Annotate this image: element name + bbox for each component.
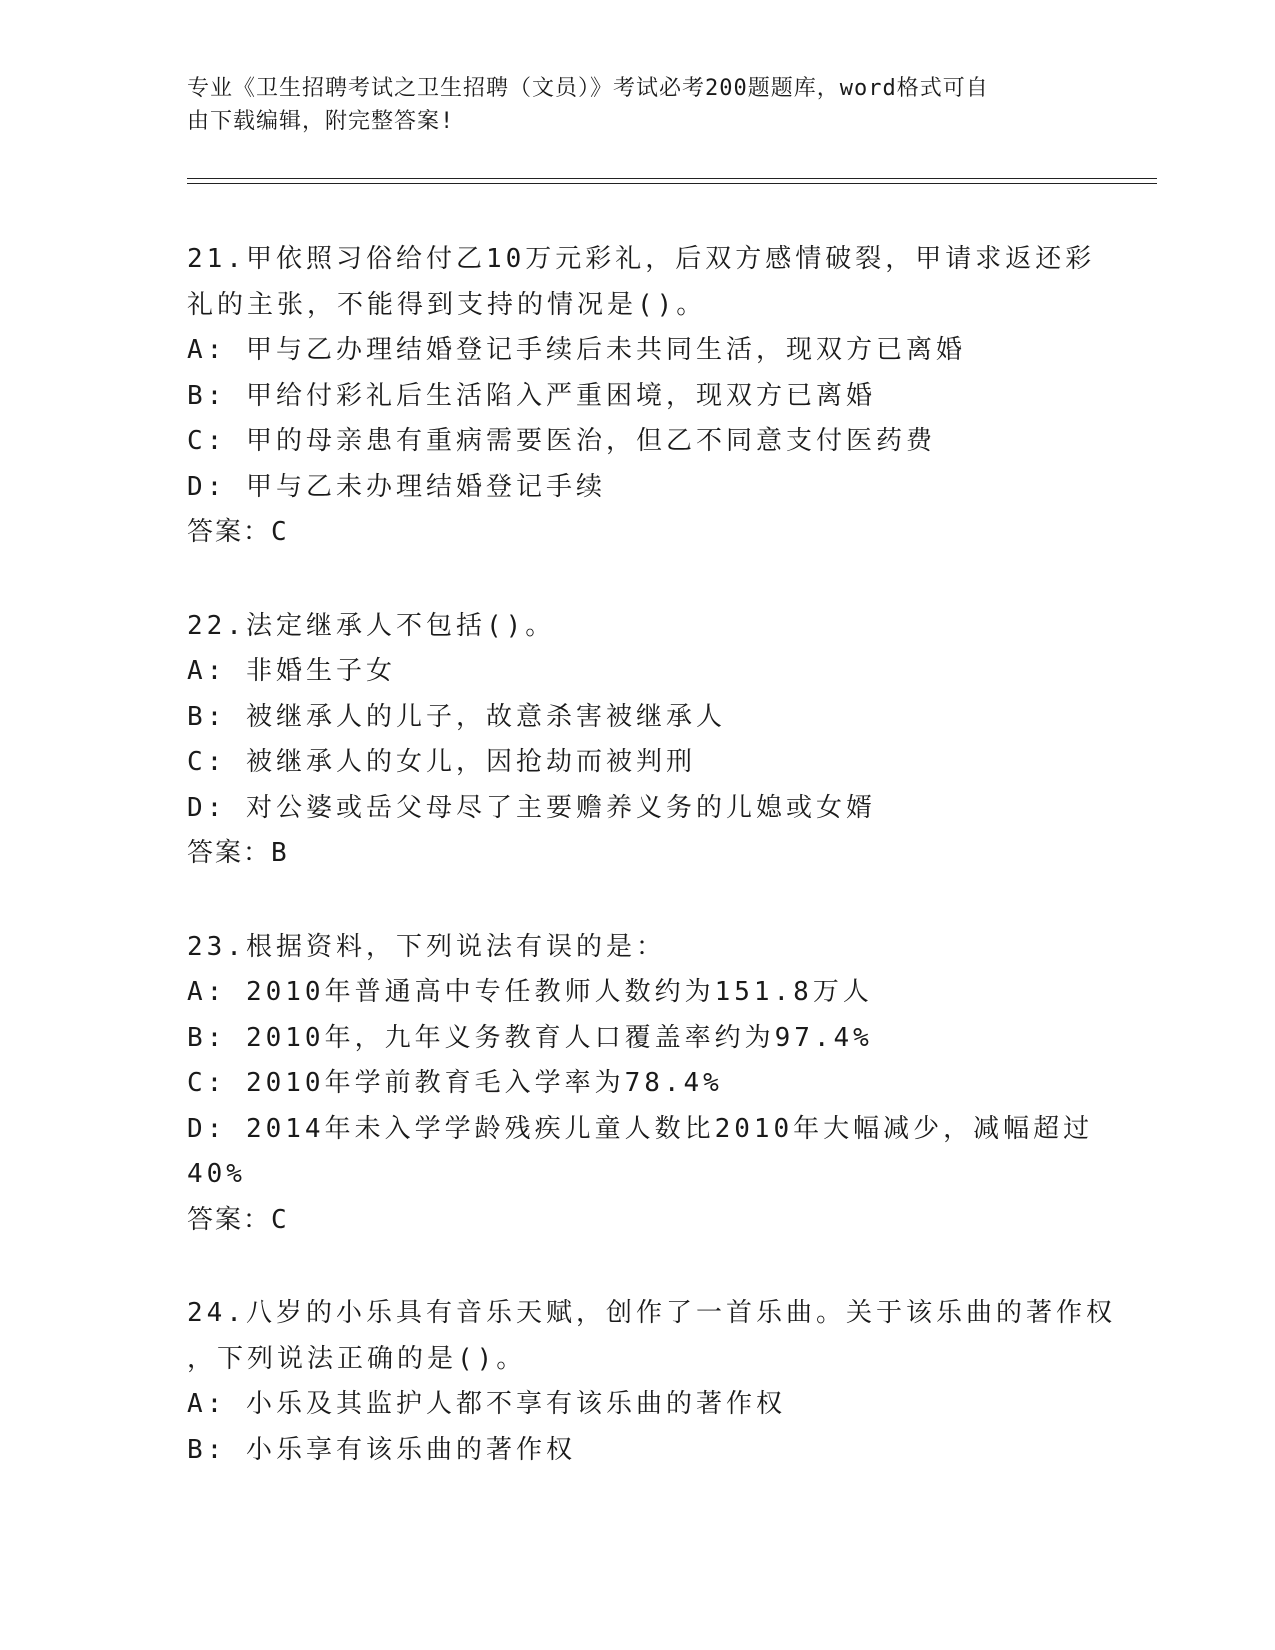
answer-line bbox=[187, 831, 1107, 877]
option-a: A: 小乐及其监护人都不享有该乐曲的著作权 bbox=[187, 1389, 786, 1419]
option-b: B: 被继承人的儿子，故意杀害被继承人 bbox=[187, 701, 726, 732]
question-23 bbox=[187, 925, 1107, 1244]
stem-line: ，下列说法正确的是()。 bbox=[187, 1343, 527, 1374]
option-a: A: 2010年普通高中专任教师人数约为151.8万人 bbox=[187, 977, 873, 1007]
option-d: D: 2014年未入学学龄残疾儿童人数比2010年大幅减少，减幅超过 bbox=[187, 1113, 1094, 1144]
option-b: B: 小乐享有该乐曲的著作权 bbox=[187, 1434, 576, 1465]
header-divider-top bbox=[187, 178, 1157, 179]
answer-value: C bbox=[271, 517, 289, 547]
option-c: C: 甲的母亲患有重病需要医治，但乙不同意支付医药费 bbox=[187, 426, 936, 456]
stem-line: 22.法定继承人不包括()。 bbox=[187, 610, 556, 641]
option-c: C: 2010年学前教育毛入学率为78.4% bbox=[187, 1068, 723, 1098]
header-divider-bottom bbox=[187, 183, 1157, 184]
question-22 bbox=[187, 604, 1107, 877]
document-header bbox=[187, 72, 1087, 138]
answer-value: C bbox=[271, 1204, 289, 1235]
question-21 bbox=[187, 237, 1107, 556]
option-a: A: 甲与乙办理结婚登记手续后未共同生活，现双方已离婚 bbox=[187, 335, 966, 365]
question-stem bbox=[187, 1291, 1116, 1382]
header-line-2: 由下载编辑，附完整答案! bbox=[187, 109, 455, 134]
question-list bbox=[187, 237, 1116, 1521]
answer-label: 答案： bbox=[187, 1204, 272, 1235]
answer-label: 答案： bbox=[187, 517, 272, 547]
stem-line: 礼的主张，不能得到支持的情况是()。 bbox=[187, 289, 707, 320]
answer-value: B bbox=[271, 838, 289, 868]
option-b: B: 甲给付彩礼后生活陷入严重困境，现双方已离婚 bbox=[187, 380, 876, 411]
question-24 bbox=[187, 1291, 1116, 1473]
header-line-1: 专业《卫生招聘考试之卫生招聘（文员）》考试必考200题题库，word格式可自 bbox=[187, 76, 989, 101]
option-a: A: 非婚生子女 bbox=[187, 656, 396, 686]
question-stem bbox=[187, 237, 1107, 328]
stem-line: 23.根据资料，下列说法有误的是： bbox=[187, 931, 666, 962]
option-d: D: 对公婆或岳父母尽了主要赡养义务的儿媳或女婿 bbox=[187, 792, 876, 823]
answer-line bbox=[187, 1198, 1107, 1244]
option-d: D: 甲与乙未办理结婚登记手续 bbox=[187, 471, 606, 502]
option-b: B: 2010年，九年义务教育人口覆盖率约为97.4% bbox=[187, 1022, 873, 1053]
answer-label: 答案： bbox=[187, 838, 272, 868]
option-d-continued: 40% bbox=[187, 1159, 246, 1189]
stem-line: 21.甲依照习俗给付乙10万元彩礼，后双方感情破裂，甲请求返还彩 bbox=[187, 244, 1096, 274]
stem-line: 24.八岁的小乐具有音乐天赋，创作了一首乐曲。关于该乐曲的著作权 bbox=[187, 1298, 1116, 1328]
question-stem bbox=[187, 604, 1107, 650]
question-stem bbox=[187, 925, 1107, 971]
answer-line bbox=[187, 510, 1107, 556]
option-c: C: 被继承人的女儿，因抢劫而被判刑 bbox=[187, 747, 696, 777]
